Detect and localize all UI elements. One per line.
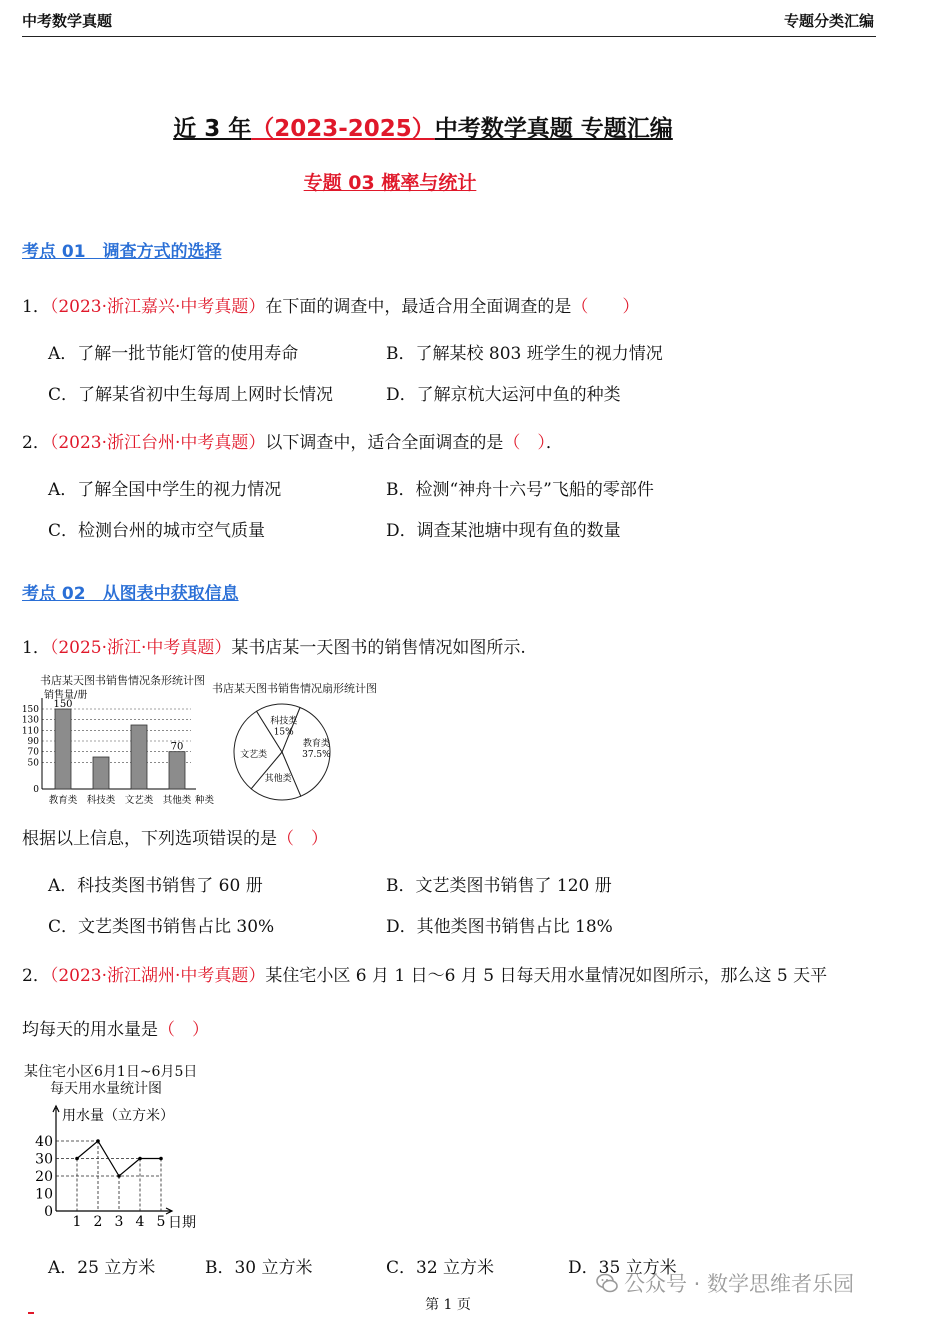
line-y-axis-label: 用水量（立方米）	[62, 1108, 174, 1124]
question-source: （2023·浙江台州·中考真题）	[49, 433, 266, 453]
bar	[93, 757, 109, 789]
bar-y-axis-label: 销售量/册	[44, 690, 88, 701]
pie-chart	[226, 696, 338, 808]
bar	[55, 709, 71, 789]
pie-slice-label: 其他类	[264, 774, 292, 785]
page-title	[0, 110, 846, 143]
title-years: （2023-2025）	[251, 116, 435, 142]
option-b: B．了解某校 803 班学生的视力情况	[386, 344, 663, 364]
question-number: 1．	[22, 638, 50, 658]
option-a: A．科技类图书销售了 60 册	[48, 876, 263, 896]
question	[22, 292, 639, 317]
bar-y-tick-label: 70	[27, 747, 39, 758]
question-text: 在下面的调查中，最适合用全面调查的是	[265, 297, 572, 317]
question-followup	[22, 824, 328, 849]
bar-category-label: 文艺类	[124, 795, 154, 806]
question-text: 某书店某一天图书的销售情况如图所示.	[231, 638, 526, 658]
corner-mark	[28, 1312, 34, 1314]
option-a: A．了解一批节能灯管的使用寿命	[48, 344, 299, 364]
bar-y-tick-label: 90	[27, 737, 39, 747]
section-title: 考点 01 调查方式的选择	[22, 242, 222, 262]
answer-blank: （ ）	[277, 829, 328, 849]
line-x-axis-label: 日期	[168, 1215, 196, 1231]
bar-chart-title: 书店某天图书销售情况条形统计图	[40, 674, 205, 687]
option-c: C．检测台州的城市空气质量	[48, 521, 266, 541]
title-suffix: 中考数学真题 专题汇编	[434, 116, 673, 142]
pie-slice-percent: 15%	[273, 727, 294, 738]
line-y-tick-label: 0	[44, 1204, 53, 1220]
bar-y-tick-label: 0	[33, 785, 39, 795]
page-number: 第 1 页	[425, 1297, 471, 1313]
header-divider	[22, 36, 876, 37]
question-source: （2023·浙江嘉兴·中考真题）	[49, 297, 266, 317]
bar-value-label: 70	[170, 741, 184, 753]
option-c: C．文艺类图书销售占比 30%	[48, 917, 275, 937]
header-right: 专题分类汇编	[783, 12, 874, 30]
bar	[131, 725, 147, 789]
option-a: A．25 立方米	[48, 1258, 156, 1278]
line-chart-title-2: 每天用水量统计图	[50, 1081, 162, 1097]
question-text: 某住宅小区 6 月 1 日～6 月 5 日每天用水量情况如图所示，那么这 5 天平	[265, 966, 828, 986]
question-source: （2025·浙江·中考真题）	[49, 638, 232, 658]
answer-blank: （ ）	[158, 1020, 209, 1040]
section-title: 考点 02 从图表中获取信息	[22, 584, 239, 604]
line-y-tick-label: 20	[35, 1169, 53, 1185]
pie-chart-title: 书店某天图书销售情况扇形统计图	[212, 682, 377, 695]
bar	[169, 752, 185, 789]
line-chart	[22, 1100, 212, 1235]
line-x-tick-label: 1	[72, 1214, 82, 1230]
question-number: 2．	[22, 966, 50, 986]
answer-blank: （ ）	[503, 433, 546, 453]
wechat-icon	[596, 1272, 618, 1294]
line-point	[138, 1157, 142, 1161]
question-text: 以下调查中，适合全面调查的是	[265, 433, 504, 453]
followup-text: 根据以上信息，下列选项错误的是	[22, 829, 277, 849]
bar-value-label: 150	[53, 699, 73, 710]
question-source: （2023·浙江湖州·中考真题）	[49, 966, 266, 986]
title-prefix: 近 3 年	[173, 116, 252, 142]
bar-chart	[16, 684, 226, 810]
pie-slice-percent: 37.5%	[302, 749, 331, 760]
bar-category-label: 教育类	[48, 795, 78, 806]
question	[22, 961, 827, 986]
option-d: D．35 立方米	[568, 1258, 677, 1278]
answer-blank: （ ）	[571, 297, 640, 317]
question-number: 1．	[22, 297, 50, 317]
watermark-text: 公众号 · 数学思维者乐园	[624, 1272, 855, 1296]
bar-y-tick-label: 150	[21, 705, 39, 715]
option-d: D．了解京杭大运河中鱼的种类	[386, 385, 621, 405]
line-x-tick-label: 2	[93, 1214, 103, 1230]
option-c: C．了解某省初中生每周上网时长情况	[48, 385, 334, 405]
line-x-tick-label: 3	[114, 1214, 124, 1230]
question	[22, 428, 563, 453]
question-text: 均每天的用水量是	[22, 1020, 158, 1040]
option-b: B．30 立方米	[205, 1258, 313, 1278]
line-point	[75, 1157, 79, 1161]
line-point	[159, 1157, 163, 1161]
bar-category-label: 其他类	[162, 795, 192, 806]
option-c: C．32 立方米	[386, 1258, 495, 1278]
option-a: A．了解全国中学生的视力情况	[48, 480, 282, 500]
line-point	[117, 1174, 121, 1178]
option-d: D．其他类图书销售占比 18%	[386, 917, 613, 937]
subtitle-text: 专题 03 概率与统计	[303, 172, 477, 194]
option-b: B．文艺类图书销售了 120 册	[386, 876, 612, 896]
question-continued	[22, 1015, 209, 1040]
line-x-tick-label: 5	[156, 1214, 166, 1230]
pie-slice-label: 科技类	[270, 716, 298, 727]
line-chart-title-1: 某住宅小区6月1日~6月5日	[24, 1064, 198, 1080]
page-subtitle	[0, 168, 780, 195]
bar-y-tick-label: 50	[27, 758, 39, 769]
option-b: B．检测“神舟十六号”飞船的零部件	[386, 480, 654, 500]
line-x-tick-label: 4	[135, 1214, 145, 1230]
question	[22, 633, 526, 658]
question-number: 2．	[22, 433, 50, 453]
question-tail: ．	[545, 433, 563, 453]
bar-y-tick-label: 130	[21, 715, 39, 726]
bar-y-tick-label: 110	[21, 726, 39, 737]
line-y-tick-label: 30	[35, 1151, 53, 1168]
line-point	[96, 1139, 100, 1143]
line-y-tick-label: 40	[35, 1134, 53, 1150]
bar-x-axis-label: 种类	[195, 795, 215, 806]
header-left: 中考数学真题	[22, 12, 113, 30]
line-y-tick-label: 10	[35, 1186, 53, 1203]
pie-slice-label: 文艺类	[240, 750, 268, 761]
bar-category-label: 科技类	[86, 795, 116, 806]
pie-slice-label: 教育类	[302, 738, 330, 749]
option-d: D．调查某池塘中现有鱼的数量	[386, 521, 621, 541]
